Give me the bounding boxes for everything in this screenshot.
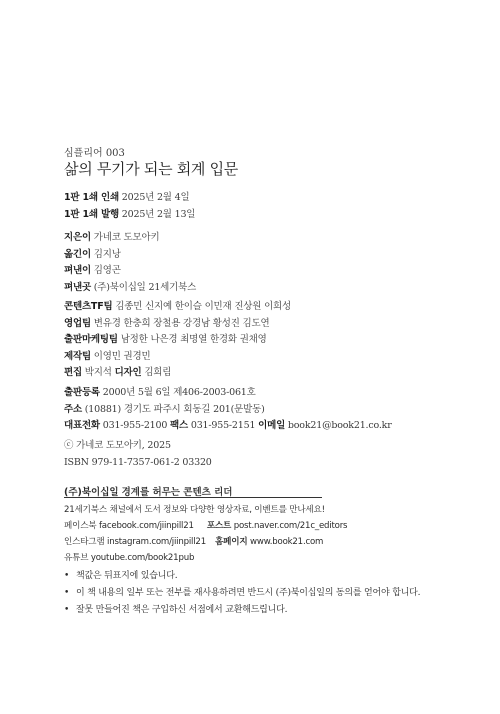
registration-line: [64, 385, 392, 402]
people-info: [64, 230, 196, 296]
registration-info: [64, 385, 392, 435]
registration-value: 2000년 5월 6일 제406-2003-061호: [102, 387, 256, 398]
content-team-line: [64, 299, 291, 316]
marketing-team-line: [64, 332, 291, 349]
edition-print-label: 1판 1쇄 인쇄: [64, 192, 119, 203]
author-line: [64, 230, 196, 247]
publishing-house-line: [64, 280, 196, 297]
isbn-text: ISBN 979-11-7357-061-2 03320: [64, 456, 212, 468]
publishing-house-label: 펴낸곳: [64, 281, 91, 293]
post-link[interactable]: post.naver.com/21c_editors: [233, 521, 348, 531]
address-line: [64, 402, 392, 419]
business-team-members: 변유경 한충희 장철용 강경남 황성진 김도연: [93, 317, 270, 329]
content-team-members: 김종민 신지예 한이슬 이민재 진상원 이희성: [115, 301, 291, 312]
production-team-line: [64, 349, 291, 366]
note-text: 이 책 내용의 일부 또는 전부를 재사용하려면 반드시 (주)북이십일의 동의를 얻어야 합니다.: [76, 588, 421, 598]
edition-print-line: [64, 190, 195, 207]
marketing-team-label: 출판마케팅팀: [64, 334, 118, 346]
address-label: 주소: [64, 403, 82, 415]
author-name: 가네코 도모아키: [93, 232, 160, 243]
design-label: 디자인: [114, 367, 142, 379]
content-team-label: 콘텐츠TF팀: [64, 301, 113, 312]
homepage-label: 홈페이지: [215, 537, 248, 547]
publishing-house-name: (주)북이십일 21세기북스: [93, 281, 197, 293]
translator-line: [64, 247, 196, 264]
tel-label: 대표전화: [64, 420, 100, 432]
marketing-team-members: 남정한 나은경 최명열 한경화 권채영: [120, 334, 267, 346]
publisher-person-label: 펴낸이: [64, 265, 91, 277]
publisher-person-name: 김영곤: [93, 265, 121, 277]
translator-label: 옮긴이: [64, 248, 91, 260]
team-info: [64, 299, 291, 382]
note-text: 책값은 뒤표지에 있습니다.: [76, 571, 178, 581]
divider-line: [64, 497, 322, 498]
edit-label: 편집: [64, 367, 82, 379]
bullet-icon: •: [64, 571, 70, 581]
media-row-2: [64, 534, 347, 550]
copyright-info: [64, 438, 212, 471]
production-team-members: 이영민 권경민: [93, 350, 151, 362]
note-item: [64, 602, 420, 619]
media-row-1: [64, 518, 347, 534]
media-channels: [64, 502, 347, 566]
edition-info: [64, 190, 195, 223]
bullet-icon: •: [64, 588, 70, 598]
email-value: book21@book21.co.kr: [287, 420, 392, 432]
design-name: 김희림: [144, 367, 172, 379]
email-label: 이메일: [258, 420, 286, 432]
note-text: 잘못 만들어진 책은 구입하신 서점에서 교환해드립니다.: [76, 605, 288, 615]
edition-publish-date: 2025년 2월 13일: [121, 208, 196, 220]
business-team-label: 영업팀: [64, 317, 91, 329]
notes-list: [64, 568, 420, 619]
address-value: (10881) 경기도 파주시 회동길 201(문발동): [84, 403, 265, 415]
series-label: 심플리어 003: [64, 148, 125, 159]
tel-value: 031-955-2100: [102, 420, 168, 432]
note-item: [64, 568, 420, 585]
note-item: [64, 585, 420, 602]
instagram-link[interactable]: 인스타그램 instagram.com/jiinpill21: [64, 537, 206, 547]
media-intro: 21세기북스 채널에서 도서 정보와 다양한 영상자료, 이벤트를 만나세요!: [64, 505, 325, 515]
bullet-icon: •: [64, 605, 70, 615]
registration-label: 출판등록: [64, 387, 100, 398]
fax-label: 팩스: [170, 420, 189, 432]
post-label: 포스트: [206, 521, 232, 531]
author-label: 지은이: [64, 232, 91, 243]
copyright-text: ⓒ 가네코 도모아키, 2025: [64, 440, 171, 451]
translator-name: 김지낭: [93, 248, 121, 260]
edit-name: 박지석: [84, 367, 112, 379]
production-team-label: 제작팀: [64, 350, 91, 362]
youtube-link[interactable]: 유튜브 youtube.com/book21pub: [64, 553, 195, 563]
fax-value: 031-955-2151: [190, 420, 256, 432]
edition-publish-label: 1판 1쇄 발행: [64, 208, 119, 220]
business-team-line: [64, 316, 291, 333]
homepage-link[interactable]: www.book21.com: [250, 537, 324, 547]
publisher-heading: [64, 484, 232, 498]
edit-design-line: [64, 365, 291, 382]
book-title: 삶의 무기가 되는 회계 입문: [64, 160, 238, 178]
facebook-link[interactable]: 페이스북 facebook.com/jiinpill21: [64, 521, 194, 531]
publisher-tagline: 경계를 허무는 콘텐츠 리더: [121, 487, 233, 498]
contact-line: [64, 418, 392, 435]
edition-print-date: 2025년 2월 4일: [121, 192, 190, 203]
edition-publish-line: [64, 207, 195, 224]
publisher-person-line: [64, 263, 196, 280]
publisher-brand: (주)북이십일: [64, 487, 119, 498]
